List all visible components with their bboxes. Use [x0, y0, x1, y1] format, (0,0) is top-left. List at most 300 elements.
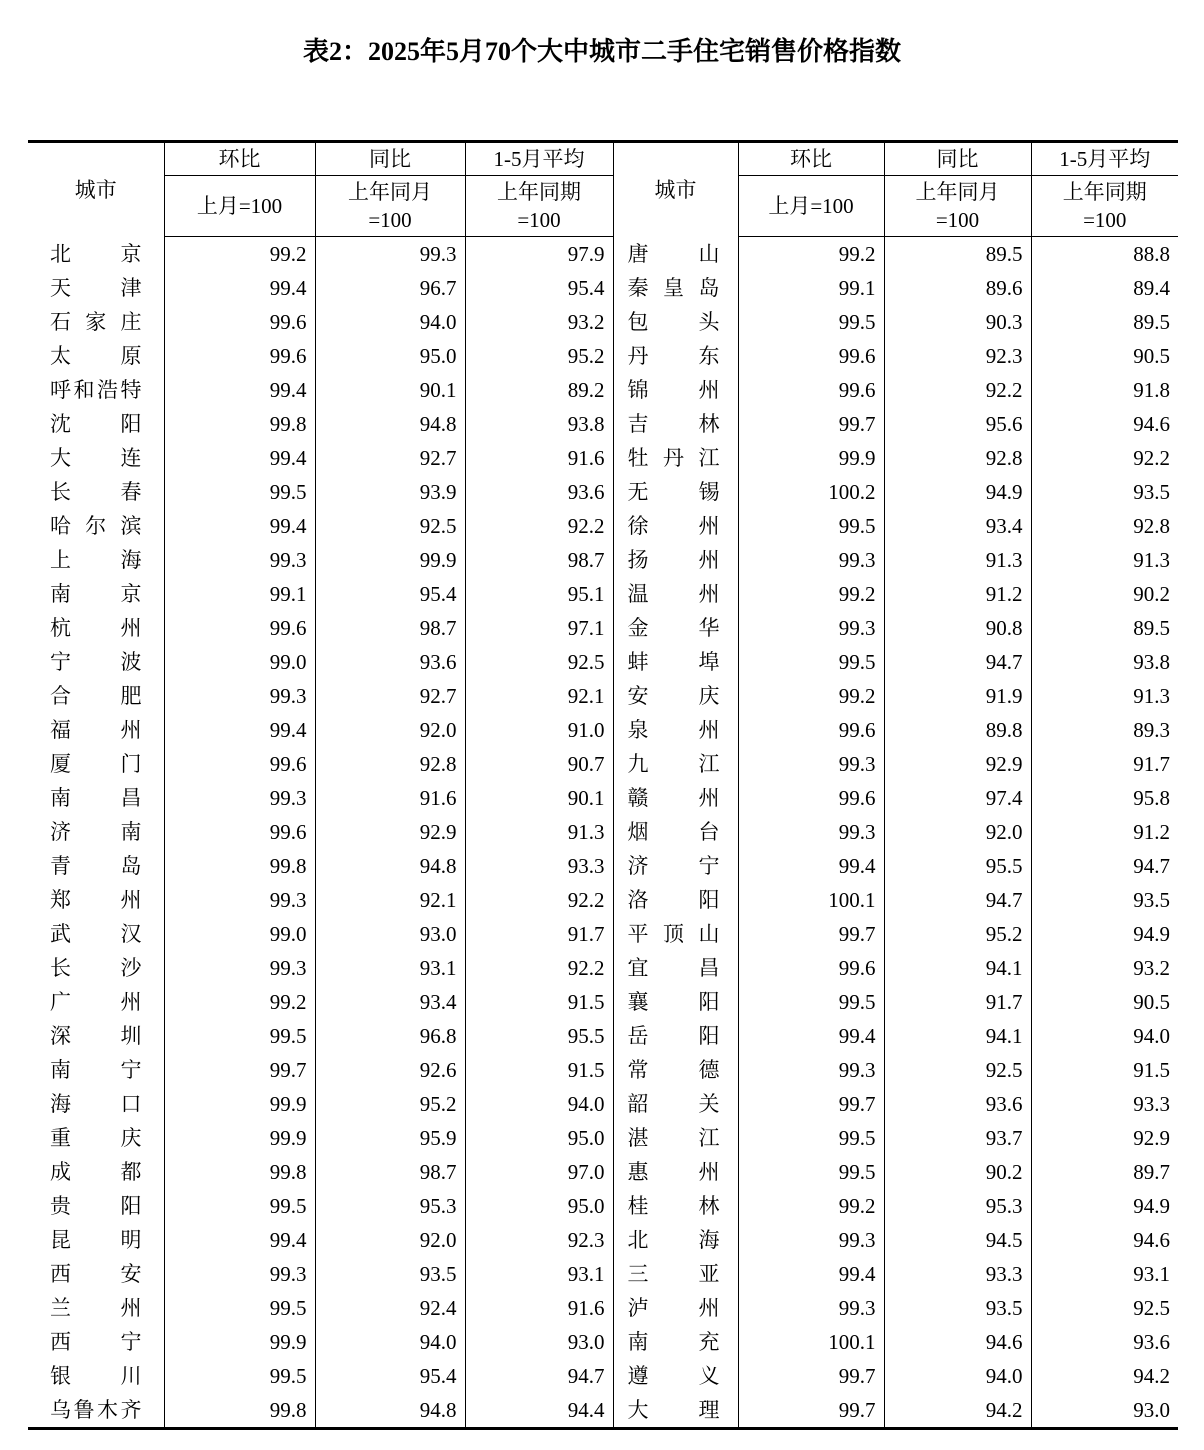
cell-avg-left: 91.0	[465, 713, 613, 747]
cell-city-left: 南昌	[50, 786, 142, 810]
cell-city-right: 桂林	[613, 1189, 738, 1223]
cell-yoy-right: 94.6	[884, 1325, 1031, 1359]
cell-mom-right: 99.6	[738, 373, 884, 407]
cell-yoy-right: 92.8	[884, 441, 1031, 475]
cell-yoy-left: 94.8	[315, 1393, 465, 1429]
cell-mom-right: 99.4	[738, 1019, 884, 1053]
cell-city-left: 乌鲁木齐	[28, 1393, 164, 1429]
cell-avg-left: 95.2	[465, 339, 613, 373]
cell-mom-left: 99.5	[164, 1359, 315, 1393]
cell-avg-left: 98.7	[465, 543, 613, 577]
table-row	[28, 543, 1178, 577]
cell-yoy-right: 94.1	[884, 951, 1031, 985]
cell-yoy-left: 98.7	[315, 611, 465, 645]
cell-city-right: 无锡	[613, 475, 738, 509]
cell-city-right: 锦州	[613, 373, 738, 407]
cell-mom-left: 99.2	[164, 237, 315, 272]
cell-mom-left: 99.9	[164, 1121, 315, 1155]
header-avg-base-left: 上年同期 =100	[465, 176, 613, 237]
cell-city-right: 唐山	[613, 237, 738, 272]
cell-mom-right: 99.1	[738, 271, 884, 305]
cell-mom-right: 99.6	[738, 781, 884, 815]
cell-yoy-right: 94.1	[884, 1019, 1031, 1053]
cell-avg-right: 89.5	[1031, 305, 1178, 339]
table-row	[28, 985, 1178, 1019]
table-row	[28, 271, 1178, 305]
table-row	[28, 1019, 1178, 1053]
table-row	[28, 815, 1178, 849]
cell-city-right: 大理	[613, 1393, 738, 1429]
table-row	[28, 1257, 1178, 1291]
cell-yoy-right: 95.6	[884, 407, 1031, 441]
cell-city-right: 包头	[613, 305, 738, 339]
cell-avg-right: 94.2	[1031, 1359, 1178, 1393]
cell-yoy-right: 94.7	[884, 645, 1031, 679]
header-city-left: 城市	[28, 142, 164, 237]
cell-mom-left: 99.7	[164, 1053, 315, 1087]
cell-yoy-right: 97.4	[884, 781, 1031, 815]
cell-avg-left: 92.5	[465, 645, 613, 679]
cell-city-right: 南充	[613, 1325, 738, 1359]
cell-avg-right: 92.2	[1031, 441, 1178, 475]
cell-yoy-right: 90.8	[884, 611, 1031, 645]
table-row	[28, 849, 1178, 883]
cell-city-right: 韶关	[613, 1087, 738, 1121]
table-row	[28, 441, 1178, 475]
cell-mom-right: 99.5	[738, 509, 884, 543]
cell-avg-right: 92.5	[1031, 1291, 1178, 1325]
cell-mom-right: 100.1	[738, 883, 884, 917]
cell-mom-left: 99.9	[164, 1087, 315, 1121]
cell-yoy-left: 92.4	[315, 1291, 465, 1325]
cell-city-left: 上海	[50, 548, 142, 572]
cell-mom-left: 99.9	[164, 1325, 315, 1359]
table-row	[28, 577, 1178, 611]
cell-yoy-left: 95.2	[315, 1087, 465, 1121]
header-mom-base-right: 上月=100	[738, 176, 884, 237]
cell-yoy-right: 95.3	[884, 1189, 1031, 1223]
cell-mom-left: 99.3	[164, 781, 315, 815]
cell-mom-left: 99.6	[164, 305, 315, 339]
cell-avg-right: 94.9	[1031, 1189, 1178, 1223]
table-row	[28, 407, 1178, 441]
table-row	[28, 611, 1178, 645]
cell-mom-right: 99.7	[738, 917, 884, 951]
cell-yoy-right: 93.3	[884, 1257, 1031, 1291]
cell-mom-right: 99.7	[738, 1359, 884, 1393]
cell-avg-left: 91.5	[465, 985, 613, 1019]
cell-mom-right: 99.2	[738, 1189, 884, 1223]
cell-mom-left: 99.6	[164, 815, 315, 849]
cell-city-left: 银川	[50, 1364, 142, 1388]
header-yoy-base-right: 上年同月 =100	[884, 176, 1031, 237]
cell-city-right: 泸州	[613, 1291, 738, 1325]
cell-mom-left: 99.8	[164, 1393, 315, 1429]
cell-avg-left: 91.5	[465, 1053, 613, 1087]
cell-avg-right: 89.3	[1031, 713, 1178, 747]
table-row	[28, 951, 1178, 985]
cell-city-right: 惠州	[613, 1155, 738, 1189]
cell-yoy-left: 92.0	[315, 1223, 465, 1257]
cell-mom-right: 99.5	[738, 305, 884, 339]
cell-avg-left: 93.8	[465, 407, 613, 441]
cell-avg-left: 91.7	[465, 917, 613, 951]
cell-mom-left: 99.4	[164, 509, 315, 543]
cell-city-right: 襄阳	[613, 985, 738, 1019]
header-avg-base-right: 上年同期 =100	[1031, 176, 1178, 237]
cell-avg-right: 91.5	[1031, 1053, 1178, 1087]
cell-city-left: 太原	[50, 344, 142, 368]
cell-yoy-left: 93.5	[315, 1257, 465, 1291]
cell-city-left: 贵阳	[50, 1194, 142, 1218]
cell-city-left: 海口	[50, 1092, 142, 1116]
cell-city-left: 福州	[50, 718, 142, 742]
cell-city-right: 吉林	[613, 407, 738, 441]
cell-avg-right: 91.3	[1031, 679, 1178, 713]
cell-yoy-left: 95.9	[315, 1121, 465, 1155]
cell-city-left: 成都	[50, 1160, 142, 1184]
cell-yoy-right: 92.3	[884, 339, 1031, 373]
cell-mom-right: 99.3	[738, 747, 884, 781]
cell-avg-left: 93.0	[465, 1325, 613, 1359]
cell-mom-right: 99.6	[738, 339, 884, 373]
cell-avg-right: 93.5	[1031, 883, 1178, 917]
cell-mom-right: 99.7	[738, 1087, 884, 1121]
cell-yoy-left: 93.6	[315, 645, 465, 679]
cell-avg-right: 91.8	[1031, 373, 1178, 407]
cell-city-left: 北京	[50, 241, 142, 266]
cell-mom-left: 99.2	[164, 985, 315, 1019]
cell-city-left: 南京	[50, 582, 142, 606]
cell-yoy-left: 93.1	[315, 951, 465, 985]
cell-mom-right: 99.3	[738, 543, 884, 577]
cell-avg-left: 92.3	[465, 1223, 613, 1257]
cell-yoy-left: 92.1	[315, 883, 465, 917]
cell-avg-left: 89.2	[465, 373, 613, 407]
cell-yoy-right: 94.5	[884, 1223, 1031, 1257]
header-avg-left: 1-5月平均	[465, 142, 613, 176]
cell-mom-left: 99.5	[164, 1019, 315, 1053]
header-yoy-base-left: 上年同月 =100	[315, 176, 465, 237]
cell-yoy-left: 92.8	[315, 747, 465, 781]
cell-avg-left: 92.2	[465, 883, 613, 917]
cell-city-right: 牡丹江	[613, 441, 738, 475]
cell-avg-right: 89.7	[1031, 1155, 1178, 1189]
cell-city-right: 洛阳	[613, 883, 738, 917]
cell-city-right: 宜昌	[613, 951, 738, 985]
header-avg-right: 1-5月平均	[1031, 142, 1178, 176]
table-row	[28, 475, 1178, 509]
cell-avg-left: 97.0	[465, 1155, 613, 1189]
cell-mom-left: 99.3	[164, 883, 315, 917]
cell-yoy-right: 89.6	[884, 271, 1031, 305]
cell-yoy-right: 90.3	[884, 305, 1031, 339]
cell-city-left: 昆明	[50, 1228, 142, 1252]
header-yoy-left: 同比	[315, 142, 465, 176]
cell-city-left: 厦门	[50, 752, 142, 776]
cell-mom-left: 99.1	[164, 577, 315, 611]
cell-avg-left: 95.5	[465, 1019, 613, 1053]
cell-yoy-left: 94.0	[315, 1325, 465, 1359]
table-row	[28, 509, 1178, 543]
cell-yoy-right: 91.3	[884, 543, 1031, 577]
cell-city-left: 天津	[50, 276, 142, 300]
cell-avg-right: 95.8	[1031, 781, 1178, 815]
cell-mom-right: 99.3	[738, 815, 884, 849]
cell-avg-left: 94.7	[465, 1359, 613, 1393]
cell-yoy-right: 92.2	[884, 373, 1031, 407]
cell-avg-left: 93.2	[465, 305, 613, 339]
cell-avg-left: 91.6	[465, 1291, 613, 1325]
cell-city-left: 兰州	[50, 1296, 142, 1320]
cell-city-left: 宁波	[50, 650, 142, 674]
cell-city-left: 杭州	[50, 616, 142, 640]
cell-avg-left: 93.3	[465, 849, 613, 883]
cell-city-right: 济宁	[613, 849, 738, 883]
cell-city-right: 湛江	[613, 1121, 738, 1155]
header-mom-left: 环比	[164, 142, 315, 176]
cell-mom-left: 99.4	[164, 271, 315, 305]
cell-mom-left: 99.3	[164, 543, 315, 577]
cell-yoy-left: 90.1	[315, 373, 465, 407]
cell-city-left: 沈阳	[50, 412, 142, 436]
cell-avg-left: 95.1	[465, 577, 613, 611]
cell-city-left: 济南	[50, 820, 142, 844]
cell-mom-right: 99.6	[738, 713, 884, 747]
cell-yoy-right: 89.8	[884, 713, 1031, 747]
cell-mom-left: 99.3	[164, 679, 315, 713]
cell-yoy-right: 93.4	[884, 509, 1031, 543]
cell-city-left: 长春	[50, 480, 142, 504]
cell-mom-right: 99.5	[738, 1121, 884, 1155]
cell-avg-left: 95.0	[465, 1189, 613, 1223]
cell-city-left: 长沙	[50, 956, 142, 980]
cell-mom-left: 99.3	[164, 1257, 315, 1291]
cell-city-right: 三亚	[613, 1257, 738, 1291]
cell-avg-right: 94.0	[1031, 1019, 1178, 1053]
cell-yoy-right: 91.7	[884, 985, 1031, 1019]
table-row	[28, 373, 1178, 407]
cell-yoy-right: 92.0	[884, 815, 1031, 849]
cell-avg-left: 97.1	[465, 611, 613, 645]
cell-avg-left: 95.0	[465, 1121, 613, 1155]
cell-avg-left: 92.1	[465, 679, 613, 713]
cell-yoy-left: 96.8	[315, 1019, 465, 1053]
cell-city-left: 南宁	[50, 1058, 142, 1082]
cell-avg-left: 90.1	[465, 781, 613, 815]
cell-avg-right: 93.8	[1031, 645, 1178, 679]
cell-yoy-left: 92.0	[315, 713, 465, 747]
cell-city-left: 大连	[50, 446, 142, 470]
cell-avg-right: 90.5	[1031, 339, 1178, 373]
cell-avg-left: 92.2	[465, 951, 613, 985]
cell-avg-right: 94.6	[1031, 1223, 1178, 1257]
cell-yoy-left: 98.7	[315, 1155, 465, 1189]
table-row	[28, 747, 1178, 781]
cell-mom-right: 99.9	[738, 441, 884, 475]
cell-mom-right: 99.5	[738, 645, 884, 679]
cell-avg-left: 95.4	[465, 271, 613, 305]
cell-avg-left: 93.6	[465, 475, 613, 509]
cell-city-right: 泉州	[613, 713, 738, 747]
cell-mom-left: 99.5	[164, 1189, 315, 1223]
cell-city-right: 北海	[613, 1223, 738, 1257]
cell-avg-left: 94.4	[465, 1393, 613, 1429]
cell-city-left: 青岛	[50, 854, 142, 878]
cell-avg-left: 92.2	[465, 509, 613, 543]
cell-yoy-left: 91.6	[315, 781, 465, 815]
cell-yoy-left: 92.7	[315, 441, 465, 475]
cell-yoy-right: 92.5	[884, 1053, 1031, 1087]
cell-city-left: 重庆	[50, 1126, 142, 1150]
cell-mom-left: 99.5	[164, 1291, 315, 1325]
cell-avg-right: 93.2	[1031, 951, 1178, 985]
price-index-table	[28, 140, 1178, 1430]
header-mom-right: 环比	[738, 142, 884, 176]
table-row	[28, 1359, 1178, 1393]
table-body	[28, 237, 1178, 1429]
table-row	[28, 645, 1178, 679]
cell-city-right: 温州	[613, 577, 738, 611]
cell-yoy-left: 96.7	[315, 271, 465, 305]
cell-avg-right: 94.6	[1031, 407, 1178, 441]
cell-avg-right: 93.3	[1031, 1087, 1178, 1121]
cell-yoy-right: 92.9	[884, 747, 1031, 781]
cell-yoy-left: 94.8	[315, 849, 465, 883]
cell-yoy-right: 91.2	[884, 577, 1031, 611]
cell-yoy-left: 94.0	[315, 305, 465, 339]
header-mom-base-left: 上月=100	[164, 176, 315, 237]
table-row	[28, 1087, 1178, 1121]
cell-city-right: 烟台	[613, 815, 738, 849]
cell-yoy-right: 93.6	[884, 1087, 1031, 1121]
cell-yoy-left: 93.4	[315, 985, 465, 1019]
cell-mom-left: 99.8	[164, 1155, 315, 1189]
table-row	[28, 1325, 1178, 1359]
cell-mom-right: 99.3	[738, 1291, 884, 1325]
cell-mom-left: 99.8	[164, 849, 315, 883]
cell-mom-left: 99.8	[164, 407, 315, 441]
cell-avg-left: 90.7	[465, 747, 613, 781]
cell-yoy-left: 93.0	[315, 917, 465, 951]
cell-avg-right: 90.5	[1031, 985, 1178, 1019]
cell-city-left: 西安	[50, 1262, 142, 1286]
table-row	[28, 237, 1178, 272]
cell-yoy-right: 93.7	[884, 1121, 1031, 1155]
cell-city-right: 金华	[613, 611, 738, 645]
cell-yoy-left: 92.9	[315, 815, 465, 849]
cell-city-left: 哈尔滨	[50, 514, 142, 538]
cell-mom-left: 99.0	[164, 917, 315, 951]
cell-avg-right: 90.2	[1031, 577, 1178, 611]
cell-yoy-right: 94.2	[884, 1393, 1031, 1429]
cell-city-left: 石家庄	[50, 310, 142, 334]
table-row	[28, 1291, 1178, 1325]
cell-yoy-left: 93.9	[315, 475, 465, 509]
cell-yoy-left: 92.5	[315, 509, 465, 543]
cell-avg-right: 91.2	[1031, 815, 1178, 849]
table-row	[28, 1155, 1178, 1189]
table-row	[28, 781, 1178, 815]
cell-avg-right: 92.9	[1031, 1121, 1178, 1155]
table-row	[28, 1053, 1178, 1087]
cell-yoy-right: 95.5	[884, 849, 1031, 883]
cell-city-left: 武汉	[50, 922, 142, 946]
cell-avg-right: 93.0	[1031, 1393, 1178, 1429]
cell-city-left: 西宁	[50, 1330, 142, 1354]
cell-avg-right: 93.1	[1031, 1257, 1178, 1291]
cell-mom-right: 99.7	[738, 1393, 884, 1429]
cell-avg-right: 94.7	[1031, 849, 1178, 883]
cell-yoy-left: 99.3	[315, 237, 465, 272]
cell-city-left: 郑州	[50, 888, 142, 912]
table-row	[28, 713, 1178, 747]
cell-mom-right: 99.3	[738, 1053, 884, 1087]
cell-mom-right: 99.3	[738, 1223, 884, 1257]
cell-mom-right: 99.5	[738, 1155, 884, 1189]
cell-city-right: 遵义	[613, 1359, 738, 1393]
table-row	[28, 679, 1178, 713]
cell-avg-right: 91.3	[1031, 543, 1178, 577]
cell-avg-right: 89.4	[1031, 271, 1178, 305]
cell-mom-right: 99.7	[738, 407, 884, 441]
cell-yoy-right: 95.2	[884, 917, 1031, 951]
cell-yoy-left: 92.6	[315, 1053, 465, 1087]
cell-yoy-left: 95.3	[315, 1189, 465, 1223]
cell-yoy-left: 94.8	[315, 407, 465, 441]
cell-city-right: 常德	[613, 1053, 738, 1087]
cell-city-left: 深圳	[50, 1024, 142, 1048]
cell-avg-left: 94.0	[465, 1087, 613, 1121]
cell-mom-left: 99.4	[164, 713, 315, 747]
cell-yoy-right: 94.9	[884, 475, 1031, 509]
cell-mom-right: 99.2	[738, 237, 884, 272]
cell-avg-right: 89.5	[1031, 611, 1178, 645]
cell-avg-right: 88.8	[1031, 237, 1178, 272]
table-row	[28, 339, 1178, 373]
cell-yoy-right: 91.9	[884, 679, 1031, 713]
cell-city-left: 合肥	[50, 684, 142, 708]
cell-city-left: 呼和浩特	[50, 378, 142, 402]
cell-avg-left: 91.6	[465, 441, 613, 475]
cell-city-right: 九江	[613, 747, 738, 781]
header-city-right: 城市	[613, 142, 738, 237]
cell-mom-right: 99.4	[738, 849, 884, 883]
cell-yoy-right: 93.5	[884, 1291, 1031, 1325]
cell-mom-left: 99.4	[164, 373, 315, 407]
cell-avg-right: 92.8	[1031, 509, 1178, 543]
cell-avg-right: 93.6	[1031, 1325, 1178, 1359]
table-title: 表2：2025年5月70个大中城市二手住宅销售价格指数	[302, 37, 901, 66]
cell-mom-right: 99.2	[738, 679, 884, 713]
cell-mom-left: 99.3	[164, 951, 315, 985]
cell-yoy-right: 94.0	[884, 1359, 1031, 1393]
cell-avg-right: 93.5	[1031, 475, 1178, 509]
cell-avg-right: 91.7	[1031, 747, 1178, 781]
cell-avg-left: 93.1	[465, 1257, 613, 1291]
cell-city-right: 岳阳	[613, 1019, 738, 1053]
cell-mom-left: 99.4	[164, 441, 315, 475]
cell-city-right: 丹东	[613, 339, 738, 373]
cell-mom-right: 99.3	[738, 611, 884, 645]
cell-yoy-right: 90.2	[884, 1155, 1031, 1189]
cell-city-right: 扬州	[613, 543, 738, 577]
cell-yoy-left: 95.4	[315, 577, 465, 611]
cell-city-right: 徐州	[613, 509, 738, 543]
header-yoy-right: 同比	[884, 142, 1031, 176]
table-row	[28, 883, 1178, 917]
table-row	[28, 1223, 1178, 1257]
